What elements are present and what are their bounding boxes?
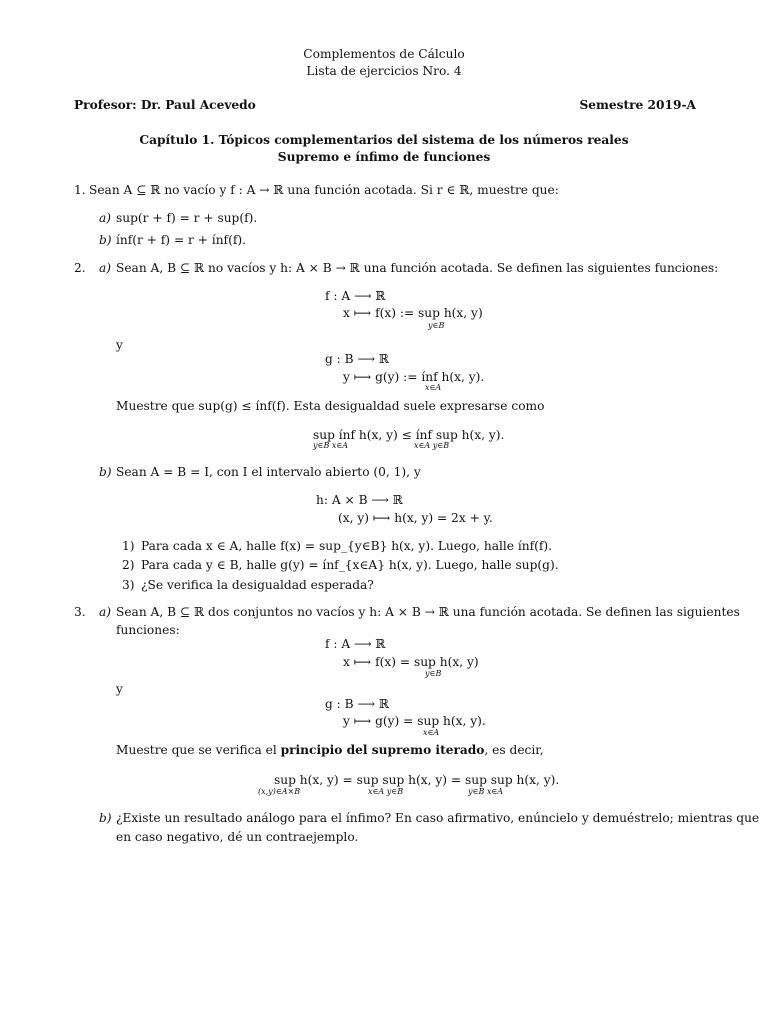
ex3-g-def-line2: y ⟼ g(y) = sup h(x, y). <box>343 714 486 728</box>
ex3-eq-sub3: y∈B x∈A <box>468 787 504 796</box>
ex3-eq-sub1: (x,y)∈A×B <box>258 787 301 796</box>
ex2-item-3-number: 3) <box>122 578 135 592</box>
ex2-item-1-text: Para cada x ∈ A, halle f(x) = sup_{y∈B} h(x, y). Luego, halle ínf(f). <box>141 539 553 553</box>
ex2-b-label: b) <box>99 465 112 479</box>
ex1-b-label: b) <box>99 233 112 247</box>
ex2-show-text: Muestre que sup(g) ≤ ínf(f). Esta desigualdad suele expresarse como <box>116 399 545 413</box>
ex3-show-bold: principio del supremo iterado <box>280 743 485 757</box>
ex2-f-def-line2: x ⟼ f(x) := sup h(x, y) <box>343 306 483 320</box>
ex2-item-1-number: 1) <box>122 539 135 553</box>
topic-title: Supremo e ínfimo de funciones <box>277 150 491 164</box>
chapter-title: Capítulo 1. Tópicos complementarios del sistema de los números reales <box>139 133 629 147</box>
sheet-title: Lista de ejercicios Nro. 4 <box>306 64 462 78</box>
ex3-a-label: a) <box>99 605 112 619</box>
ex3-f-sub: y∈B <box>425 669 442 678</box>
ex3-y-word: y <box>116 682 123 696</box>
ex3-b-statement-1: ¿Existe un resultado análogo para el ínfimo? En caso afirmativo, enúncielo y demuéstrelo; mientras que <box>116 811 760 825</box>
ex3-f-def-line2: x ⟼ f(x) = sup h(x, y) <box>343 655 479 669</box>
ex2-item-2-number: 2) <box>122 558 135 572</box>
ex2-b-statement: Sean A = B = I, con I el intervalo abierto (0, 1), y <box>116 465 421 479</box>
ex2-inequality: sup ínf h(x, y) ≤ ínf sup h(x, y). <box>313 428 505 442</box>
ex1-a-label: a) <box>99 211 112 225</box>
ex2-h-def-line1: h: A × B ⟶ ℝ <box>316 493 403 507</box>
ex3-number: 3. <box>74 605 86 619</box>
ex2-item-2-text: Para cada y ∈ B, halle g(y) = ínf_{x∈A} h(x, y). Luego, halle sup(g). <box>141 558 559 572</box>
ex3-b-statement-2: en caso negativo, dé un contraejemplo. <box>116 830 359 844</box>
ex3-show-post: , es decir, <box>484 743 544 757</box>
ex2-f-def-line1: f : A ⟶ ℝ <box>325 289 386 303</box>
ex3-f-def-line1: f : A ⟶ ℝ <box>325 637 386 651</box>
ex3-b-label: b) <box>99 811 112 825</box>
ex2-y-word: y <box>116 338 123 352</box>
semester: Semestre 2019-A <box>579 98 696 112</box>
ex1-statement: Sean A ⊆ ℝ no vacío y f : A → ℝ una función acotada. Si r ∈ ℝ, muestre que: <box>89 183 559 197</box>
ex2-g-def-line1: g : B ⟶ ℝ <box>325 352 389 366</box>
ex3-g-sub: x∈A <box>423 728 440 737</box>
professor-name: Profesor: Dr. Paul Acevedo <box>74 98 256 112</box>
ex1-number: 1. <box>74 183 86 197</box>
ex1-a-text: sup(r + f) = r + sup(f). <box>116 211 258 225</box>
ex3-show-text <box>116 743 544 758</box>
ex3-iterated-sup-equation: sup h(x, y) = sup sup h(x, y) = sup sup h(x, y). <box>274 773 560 787</box>
ex2-ineq-sub2: x∈A y∈B <box>414 441 450 450</box>
ex3-a-statement-2: funciones: <box>116 623 180 637</box>
ex2-a-label: a) <box>99 261 112 275</box>
ex2-item-3-text: ¿Se verifica la desigualdad esperada? <box>141 578 374 592</box>
ex3-show-pre: Muestre que se verifica el <box>116 743 281 757</box>
ex1-b-text: ínf(r + f) = r + ínf(f). <box>116 233 246 247</box>
course-title: Complementos de Cálculo <box>303 47 465 61</box>
ex2-a-statement: Sean A, B ⊆ ℝ no vacíos y h: A × B → ℝ una función acotada. Se definen las siguientes funciones: <box>116 261 719 275</box>
ex2-number: 2. <box>74 261 86 275</box>
ex3-g-def-line1: g : B ⟶ ℝ <box>325 697 389 711</box>
ex2-g-def-line2: y ⟼ g(y) := ínf h(x, y). <box>343 370 485 384</box>
ex2-g-sub: x∈A <box>425 383 442 392</box>
ex3-a-statement-1: Sean A, B ⊆ ℝ dos conjuntos no vacíos y h: A × B → ℝ una función acotada. Se definen las siguientes <box>116 605 740 619</box>
ex2-h-def-line2: (x, y) ⟼ h(x, y) = 2x + y. <box>338 511 493 525</box>
ex2-f-sub: y∈B <box>428 321 445 330</box>
ex2-ineq-sub1: y∈B x∈A <box>313 441 349 450</box>
ex3-eq-sub2: x∈A y∈B <box>368 787 404 796</box>
